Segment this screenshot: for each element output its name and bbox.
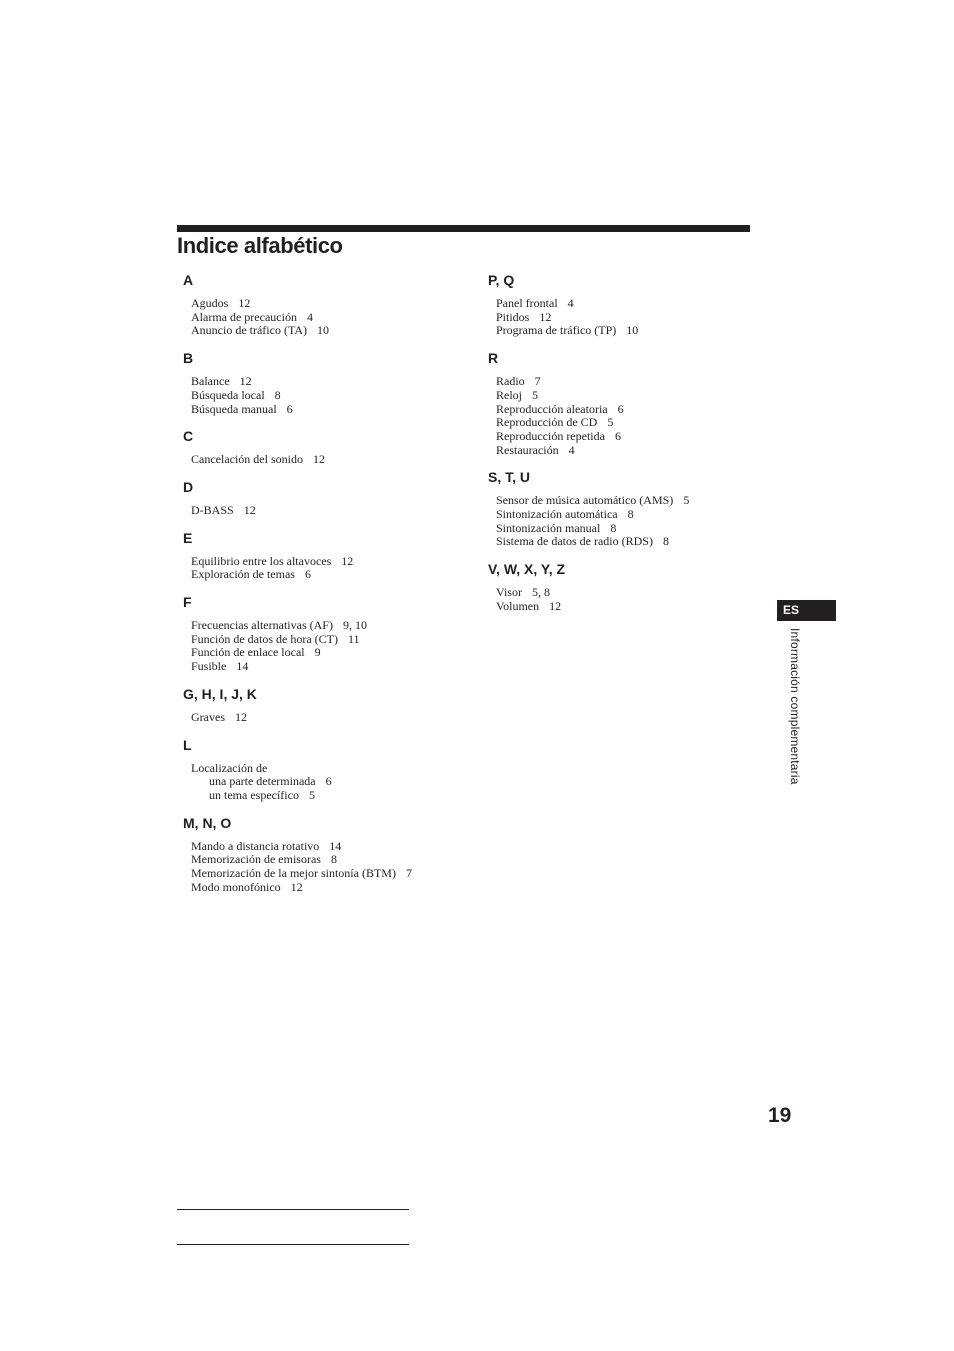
index-entry	[496, 324, 758, 338]
entry-pages: 9, 10	[342, 618, 367, 633]
entry-term: Pitidos	[496, 309, 530, 324]
index-entry	[191, 853, 473, 867]
entry-list	[183, 619, 473, 674]
entry-pages: 12	[290, 879, 303, 894]
index-entry	[496, 375, 758, 389]
entry-pages: 6	[617, 401, 624, 416]
entry-pages: 6	[614, 428, 621, 443]
footer-rule-bottom	[177, 1244, 409, 1245]
index-entry	[496, 444, 758, 458]
index-entry	[191, 555, 473, 569]
index-entry	[496, 430, 758, 444]
entry-pages: 8	[610, 520, 617, 535]
entry-term: Exploración de temas	[191, 567, 295, 582]
entry-pages: 12	[341, 553, 354, 568]
entry-pages: 6	[286, 401, 293, 416]
entry-pages: 6	[304, 567, 311, 582]
entry-pages: 8	[330, 852, 337, 867]
entry-pages: 14	[236, 659, 249, 674]
section-letter: S, T, U	[488, 469, 531, 486]
index-entry	[191, 775, 473, 789]
entry-term: Sensor de música automático (AMS)	[496, 493, 674, 508]
entry-list	[183, 375, 473, 416]
entry-list	[183, 297, 473, 338]
entry-term: Visor	[496, 585, 522, 600]
entry-list	[183, 453, 473, 467]
index-entry	[191, 633, 473, 647]
index-entry	[191, 297, 473, 311]
footer-rule-top	[177, 1209, 409, 1210]
section-letter: A	[183, 272, 194, 288]
entry-list	[183, 504, 473, 518]
entry-list	[183, 840, 473, 895]
section-letter: L	[183, 736, 192, 753]
entry-pages: 5, 8	[531, 585, 550, 600]
entry-term: Búsqueda local	[191, 387, 265, 402]
entry-pages: 12	[549, 598, 562, 613]
entry-list	[183, 555, 473, 582]
entry-term: Anuncio de tráfico (TA)	[191, 323, 307, 338]
entry-term: Función de enlace local	[191, 645, 305, 660]
index-entry	[496, 494, 758, 508]
entry-term: Modo monofónico	[191, 879, 281, 894]
index-entry	[191, 646, 473, 660]
entry-pages: 14	[329, 838, 342, 853]
entry-pages: 12	[238, 296, 251, 310]
index-entry	[191, 619, 473, 633]
index-entry	[496, 508, 758, 522]
index-entry	[191, 762, 473, 776]
entry-term: Equilibrio entre los altavoces	[191, 553, 332, 568]
index-entry	[496, 297, 758, 311]
index-section	[183, 479, 473, 518]
entry-pages: 6	[325, 774, 332, 789]
entry-list	[488, 375, 758, 457]
index-right-column	[488, 272, 758, 626]
section-letter: V, W, X, Y, Z	[488, 561, 566, 578]
index-section	[488, 272, 758, 338]
entry-term: Reproducción aleatoria	[496, 401, 608, 416]
section-letter: D	[183, 478, 194, 495]
index-section	[183, 272, 473, 338]
entry-term: un tema específico	[209, 787, 299, 802]
section-letter: B	[183, 350, 194, 367]
entry-pages: 11	[347, 631, 360, 646]
entry-list	[488, 297, 758, 338]
index-entry	[496, 389, 758, 403]
entry-term: Búsqueda manual	[191, 401, 277, 416]
entry-term: Frecuencias alternativas (AF)	[191, 618, 333, 633]
index-entry	[191, 711, 473, 725]
page-number: 19	[768, 1104, 792, 1127]
entry-pages: 12	[239, 374, 252, 389]
index-entry	[191, 324, 473, 338]
entry-pages: 9	[314, 645, 321, 660]
entry-term: Memorización de emisoras	[191, 852, 321, 867]
index-entry	[191, 789, 473, 803]
entry-pages: 10	[626, 323, 639, 338]
index-section	[488, 350, 758, 457]
entry-pages: 8	[662, 534, 669, 549]
entry-list	[183, 762, 473, 803]
index-entry	[191, 453, 473, 467]
index-section	[183, 815, 473, 895]
index-entry	[191, 375, 473, 389]
index-section	[183, 530, 473, 582]
index-entry	[496, 416, 758, 430]
entry-term: Programa de tráfico (TP)	[496, 323, 617, 338]
section-letter: C	[183, 428, 194, 445]
index-entry	[496, 522, 758, 536]
entry-term: Memorización de la mejor sintonía (BTM)	[191, 866, 396, 881]
index-entry	[191, 660, 473, 674]
entry-term: Volumen	[496, 598, 540, 613]
entry-term: Localización de	[191, 760, 268, 775]
index-entry	[191, 568, 473, 582]
entry-term: Balance	[191, 374, 230, 389]
entry-pages: 4	[306, 309, 313, 324]
entry-pages: 5	[683, 493, 690, 508]
index-entry	[496, 311, 758, 325]
page-title: Indice alfabético	[177, 233, 343, 258]
entry-pages: 7	[405, 866, 412, 881]
section-letter: G, H, I, J, K	[183, 685, 257, 702]
section-letter: E	[183, 529, 193, 546]
section-letter: M, N, O	[183, 814, 232, 831]
entry-term: una parte determinada	[209, 774, 316, 789]
index-entry	[191, 403, 473, 417]
entry-term: Agudos	[191, 296, 229, 310]
entry-pages: 12	[243, 502, 256, 517]
index-entry	[191, 840, 473, 854]
chapter-label: Información complementaria	[788, 628, 802, 785]
index-entry	[496, 586, 758, 600]
entry-term: Cancelación del sonido	[191, 452, 303, 467]
entry-pages: 8	[627, 507, 634, 522]
entry-pages: 5	[607, 415, 614, 430]
index-section	[488, 561, 758, 613]
index-left-column	[183, 272, 473, 906]
entry-pages: 4	[567, 296, 574, 310]
section-letter: P, Q	[488, 272, 515, 288]
entry-term: Radio	[496, 374, 525, 389]
entry-pages: 4	[568, 442, 575, 457]
index-entry	[191, 389, 473, 403]
title-rule	[177, 225, 750, 232]
entry-term: Reproducción de CD	[496, 415, 598, 430]
entry-term: Sintonización automática	[496, 507, 618, 522]
entry-term: Mando a distancia rotativo	[191, 838, 320, 853]
index-section	[183, 350, 473, 416]
entry-list	[488, 586, 758, 613]
entry-pages: 12	[312, 452, 325, 467]
entry-term: Reloj	[496, 387, 522, 402]
entry-term: Sistema de datos de radio (RDS)	[496, 534, 653, 549]
index-entry	[191, 881, 473, 895]
index-entry	[496, 403, 758, 417]
index-section	[488, 469, 758, 549]
entry-pages: 8	[274, 387, 281, 402]
index-section	[183, 737, 473, 803]
index-entry	[191, 311, 473, 325]
section-letter: F	[183, 594, 192, 611]
index-entry	[191, 504, 473, 518]
index-entry	[496, 600, 758, 614]
entry-term: Fusible	[191, 659, 227, 674]
entry-term: Alarma de precaución	[191, 309, 297, 324]
entry-pages: 7	[534, 374, 541, 389]
index-entry	[191, 867, 473, 881]
entry-term: Panel frontal	[496, 296, 558, 310]
index-section	[183, 428, 473, 467]
entry-pages: 10	[317, 323, 329, 338]
entry-term: Función de datos de hora (CT)	[191, 631, 338, 646]
entry-pages: 5	[308, 787, 315, 802]
entry-term: Restauración	[496, 442, 559, 457]
entry-term: Sintonización manual	[496, 520, 601, 535]
entry-pages: 12	[539, 309, 552, 324]
section-letter: R	[488, 350, 499, 367]
language-tab: ES	[777, 600, 836, 621]
index-section	[183, 594, 473, 674]
index-entry	[496, 535, 758, 549]
entry-pages: 5	[532, 387, 538, 402]
index-section	[183, 686, 473, 725]
entry-term: D-BASS	[191, 502, 234, 517]
entry-list	[488, 494, 758, 549]
entry-pages: 12	[234, 709, 247, 724]
entry-term: Graves	[191, 709, 225, 724]
entry-list	[183, 711, 473, 725]
entry-term: Reproducción repetida	[496, 428, 605, 443]
